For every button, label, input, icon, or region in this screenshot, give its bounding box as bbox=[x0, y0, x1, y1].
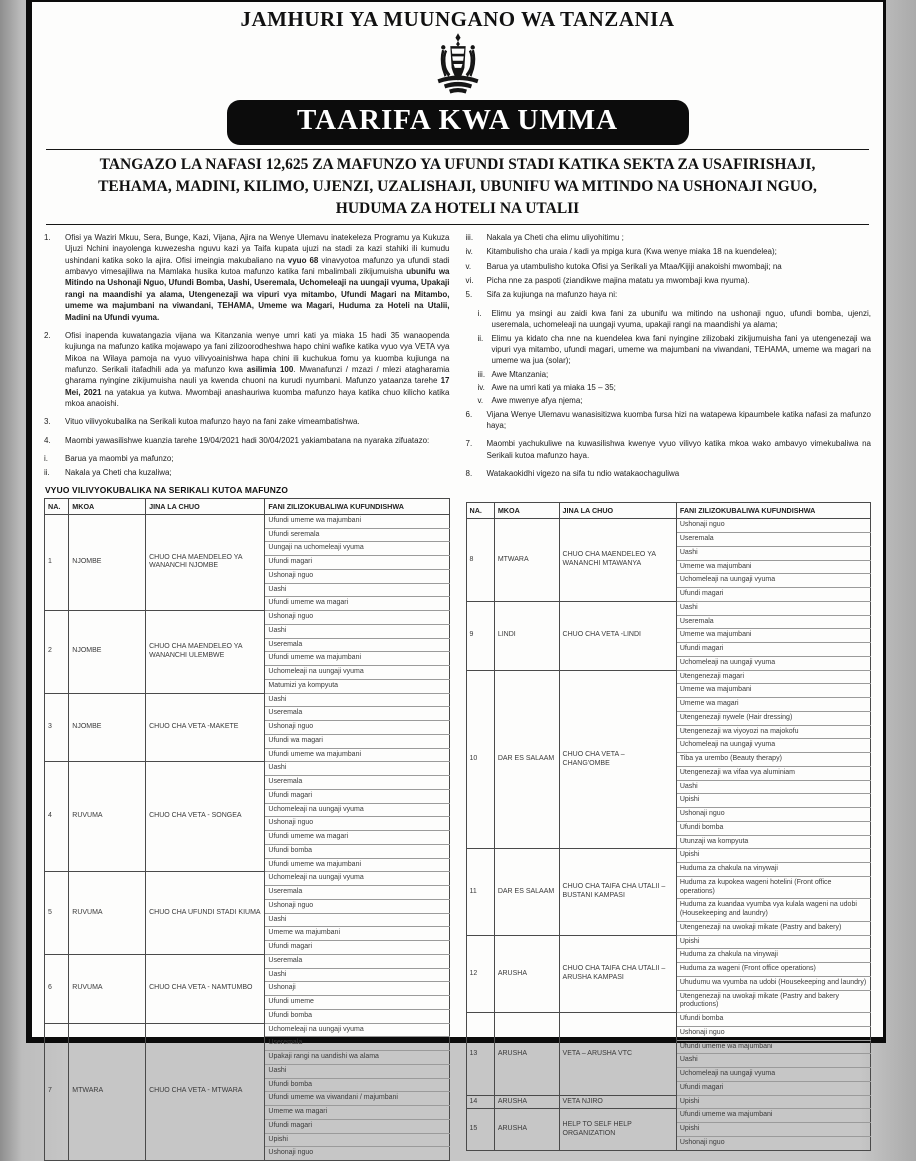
cell-fani: Uchomeleaji na uungaji vyuma bbox=[676, 574, 870, 588]
cell-na: 7 bbox=[45, 1023, 69, 1161]
cell-fani: Ufundi magari bbox=[265, 789, 449, 803]
cell-fani: Ufundi bomba bbox=[265, 1009, 449, 1023]
cell-fani: Useremala bbox=[265, 1037, 449, 1051]
text-segment: Nakala ya Cheti cha kuzaliwa; bbox=[65, 468, 172, 478]
public-notice-banner: TAARIFA KWA UMMA bbox=[227, 100, 689, 145]
cell-chuo: VETA NJIRO bbox=[559, 1095, 676, 1109]
table-title: VYUO VILIVYOKUBALIKA NA SERIKALI KUTOA MAFUNZO bbox=[45, 484, 289, 495]
cell-fani: Useremala bbox=[265, 776, 449, 790]
item-text bbox=[487, 289, 872, 300]
cell-fani: Uashi bbox=[265, 624, 449, 638]
cell-fani: Upishi bbox=[265, 1133, 449, 1147]
cell-fani: Ufundi magari bbox=[676, 588, 870, 602]
cell-fani: Uchomeleaji na uungaji vyuma bbox=[265, 1023, 449, 1037]
notice-item bbox=[44, 416, 450, 427]
cell-fani: Ufundi bomba bbox=[265, 844, 449, 858]
item-text bbox=[65, 232, 450, 323]
cell-fani: Useremala bbox=[676, 615, 870, 629]
text-segment: Maombi yachukuliwe na kuwasilishwa kwenye vyuo vilivyo katika mkoa wako ambavyo vimekubaliwa na Serikali kutoa mafunzo haya. bbox=[486, 439, 871, 460]
cell-fani: Matumizi ya kompyuta bbox=[265, 679, 449, 693]
cell-fani: Upishi bbox=[676, 794, 870, 808]
notice-item bbox=[44, 453, 450, 464]
item-text bbox=[487, 232, 872, 243]
subitem-number: iii. bbox=[477, 369, 486, 379]
column-header: FANI ZILIZOKUBALIWA KUFUNDISHWA bbox=[676, 503, 870, 519]
cell-fani: Huduma za wageni (Front office operations) bbox=[676, 963, 870, 977]
item-number: 6. bbox=[465, 409, 473, 419]
cell-chuo: CHUO CHA VETA - MTWARA bbox=[146, 1023, 265, 1161]
notice-subitem bbox=[478, 308, 872, 331]
cell-fani: Uashi bbox=[676, 780, 870, 794]
notice-item bbox=[466, 261, 872, 272]
cell-fani: Utengenezaji magari bbox=[676, 670, 870, 684]
notice-item bbox=[44, 330, 450, 410]
cell-fani: Huduma za chakula na vinywaji bbox=[676, 863, 870, 877]
item-text bbox=[487, 438, 872, 461]
cell-fani: Ushonaji nguo bbox=[676, 808, 870, 822]
subitem-text bbox=[492, 308, 872, 331]
item-text bbox=[487, 468, 872, 479]
notice-item bbox=[466, 232, 872, 243]
cell-fani: Uashi bbox=[676, 601, 870, 615]
cell-fani: Uashi bbox=[265, 762, 449, 776]
cell-fani: Ufundi umeme bbox=[265, 996, 449, 1010]
column-header: NA. bbox=[466, 503, 494, 519]
cell-mkoa: MTWARA bbox=[494, 519, 559, 602]
text-segment: Elimu ya kidato cha nne na kuendelea kwa fani nyingine zilizobaki zikijumuisha fani ya utengenezaji wa vipuri vya mitambo, ufundi magari, umeme wa majumbani na viwandani, TEHAMA, umeme wa magari na umeme wa jua (solar); bbox=[491, 333, 871, 366]
table-header-row bbox=[45, 498, 450, 514]
cell-fani: Ufundi magari bbox=[265, 556, 449, 570]
cell-fani: Upishi bbox=[676, 935, 870, 949]
cell-fani: Ufundi umeme wa majumbani bbox=[265, 858, 449, 872]
column-header: FANI ZILIZOKUBALIWA KUFUNDISHWA bbox=[265, 498, 449, 514]
cell-na: 15 bbox=[466, 1109, 494, 1150]
spacer bbox=[466, 486, 872, 502]
table-row bbox=[466, 935, 871, 949]
column-header: JINA LA CHUO bbox=[146, 498, 265, 514]
divider bbox=[46, 224, 869, 225]
table-row bbox=[466, 849, 871, 863]
text-segment: Ofisi ya Waziri Mkuu, Sera, Bunge, Kazi, Vijana, Ajira na Wenye Ulemavu inatekeleza Programu ya Kukuza Ujuzi Nchini inayolenga kuwezesha nguvu kazi ya Taifa kupata ujuzi na stadi za kazi stahiki ili kumudu ushindani katika soko la ajira. Ofisi imeingia makubaliano na bbox=[65, 233, 450, 265]
cell-fani: Ushonaji nguo bbox=[265, 569, 449, 583]
notice-item bbox=[44, 232, 450, 323]
cell-fani: Ushonaji nguo bbox=[265, 817, 449, 831]
cell-na: 5 bbox=[45, 872, 69, 955]
notice-item bbox=[466, 289, 872, 300]
column-header: JINA LA CHUO bbox=[559, 503, 676, 519]
cell-fani: Ufundi umeme wa majumbani bbox=[265, 652, 449, 666]
table-row bbox=[45, 611, 450, 625]
table-row bbox=[45, 1023, 450, 1037]
item-number: iii. bbox=[465, 233, 474, 242]
cell-fani: Uchomeleaji na uungaji vyuma bbox=[265, 872, 449, 886]
text-segment: na yatakua ya kutwa. Mwombaji anashauriwa kuomba mafunzo haya katika chuo kilicho katika mkoa anaoishi. bbox=[65, 387, 450, 409]
cell-fani: Uashi bbox=[265, 913, 449, 927]
cell-fani: Upishi bbox=[676, 1095, 870, 1109]
cell-chuo: CHUO CHA VETA -LINDI bbox=[559, 601, 676, 670]
emblem-wrap bbox=[44, 33, 871, 100]
cell-fani: Ufundi umeme wa viwandani / majumbani bbox=[265, 1092, 449, 1106]
cell-na: 4 bbox=[45, 762, 69, 872]
cell-fani: Ufundi magari bbox=[265, 941, 449, 955]
cell-fani: Umeme wa magari bbox=[265, 1106, 449, 1120]
cell-fani: Umeme wa majumbani bbox=[676, 684, 870, 698]
cell-fani: Uashi bbox=[676, 1054, 870, 1068]
text-segment: Maombi yawasilishwe kuanzia tarehe 19/04/2021 hadi 30/04/2021 yakiambatana na nyaraka zifuatazo: bbox=[65, 435, 430, 445]
item-number: 1. bbox=[44, 233, 51, 242]
cell-fani: Uchomeleaji na uungaji vyuma bbox=[676, 739, 870, 753]
cell-mkoa: NJOMBE bbox=[69, 514, 146, 610]
table-row bbox=[466, 1109, 871, 1123]
coat-of-arms-icon bbox=[426, 33, 490, 95]
column-header: MKOA bbox=[69, 498, 146, 514]
item-number: 4. bbox=[44, 435, 51, 445]
cell-fani: Uashi bbox=[265, 968, 449, 982]
notice-subitem bbox=[478, 333, 872, 367]
text-segment: Awe mwenye afya njema; bbox=[491, 396, 583, 406]
cell-chuo: HELP TO SELF HELP ORGANIZATION bbox=[559, 1109, 676, 1150]
cell-fani: Umeme wa majumbani bbox=[265, 927, 449, 941]
cell-fani: Ufundi umeme wa majumbani bbox=[265, 514, 449, 528]
cell-chuo: CHUO CHA MAENDELEO YA WANANCHI NJOMBE bbox=[146, 514, 265, 610]
cell-mkoa: ARUSHA bbox=[494, 1109, 559, 1150]
cell-fani: Uashi bbox=[676, 546, 870, 560]
item-number: iv. bbox=[465, 247, 473, 257]
cell-fani: Ufundi bomba bbox=[676, 821, 870, 835]
cell-mkoa: ARUSHA bbox=[494, 935, 559, 1013]
item-number: 5. bbox=[465, 290, 473, 300]
text-segment: Nakala ya Cheti cha elimu uliyohitimu ; bbox=[486, 233, 624, 242]
item-number: 3. bbox=[44, 417, 51, 427]
cell-fani: Huduma za kupokea wageni hotelini (Front office operations) bbox=[676, 876, 870, 899]
item-text bbox=[65, 453, 450, 464]
cell-fani: Utengenezaji na uwokaji mikate (Pastry and bakery) bbox=[676, 921, 870, 935]
cell-mkoa: RUVUMA bbox=[69, 762, 146, 872]
colleges-table-left bbox=[44, 498, 450, 1161]
subitem-text bbox=[492, 395, 872, 406]
subitem-text bbox=[492, 333, 872, 367]
cell-fani: Useremala bbox=[265, 954, 449, 968]
cell-fani: Umeme wa majumbani bbox=[676, 560, 870, 574]
cell-fani: Uashi bbox=[265, 583, 449, 597]
two-column-body bbox=[44, 232, 871, 1161]
cell-fani: Ufundi bomba bbox=[265, 1078, 449, 1092]
text-segment: Awe Mtanzania; bbox=[491, 369, 549, 379]
cell-fani: Utengenezaji wa vifaa vya aluminiam bbox=[676, 766, 870, 780]
cell-fani: Ufundi bomba bbox=[676, 1013, 870, 1027]
item-text bbox=[65, 330, 450, 410]
cell-chuo: VETA – ARUSHA VTC bbox=[559, 1013, 676, 1096]
notice-subitem bbox=[478, 382, 872, 393]
notice-subitem bbox=[478, 395, 872, 406]
text-segment: Barua ya utambulisho kutoka Ofisi ya Serikali ya Mtaa/Kijiji anakoishi mwombaji; na bbox=[486, 261, 782, 271]
cell-na: 9 bbox=[466, 601, 494, 670]
text-segment: asilimia 100 bbox=[246, 364, 294, 374]
item-number: 2. bbox=[44, 330, 51, 340]
text-segment: Awe na umri kati ya miaka 15 – 35; bbox=[491, 382, 616, 392]
cell-chuo: CHUO CHA VETA - NAMTUMBO bbox=[146, 954, 265, 1023]
item-text bbox=[487, 275, 872, 286]
cell-chuo: CHUO CHA VETA – CHANG'OMBE bbox=[559, 670, 676, 849]
cell-mkoa: MTWARA bbox=[69, 1023, 146, 1161]
subitem-number: i. bbox=[477, 308, 482, 318]
cell-na: 6 bbox=[45, 954, 69, 1023]
cell-fani: Ufundi magari bbox=[676, 643, 870, 657]
cell-mkoa: DAR ES SALAAM bbox=[494, 670, 559, 849]
table-row bbox=[466, 1095, 871, 1109]
cell-fani: Useremala bbox=[265, 707, 449, 721]
cell-fani: Upishi bbox=[676, 849, 870, 863]
cell-fani: Ufundi wa magari bbox=[265, 734, 449, 748]
subitem-number: v. bbox=[477, 396, 484, 406]
cell-fani: Ushonaji nguo bbox=[676, 519, 870, 533]
text-segment: Sifa za kujiunga na mafunzo haya ni: bbox=[486, 290, 618, 300]
text-segment: Vijana Wenye Ulemavu wanasisitizwa kuomba fursa hizi na watapewa kipaumbele katika nafasi za mafunzo haya; bbox=[486, 409, 871, 431]
cell-fani: Umeme wa majumbani bbox=[676, 629, 870, 643]
cell-fani: Uchomeleaji na uungaji vyuma bbox=[676, 1068, 870, 1082]
text-segment: vyuo 68 bbox=[287, 255, 319, 265]
cell-mkoa: DAR ES SALAAM bbox=[494, 849, 559, 935]
right-column bbox=[466, 232, 872, 1161]
cell-mkoa: ARUSHA bbox=[494, 1095, 559, 1109]
cell-fani: Useremala bbox=[265, 638, 449, 652]
cell-chuo: CHUO CHA VETA -MAKETE bbox=[146, 693, 265, 762]
table-row bbox=[466, 519, 871, 533]
item-text bbox=[487, 261, 872, 272]
cell-na: 8 bbox=[466, 519, 494, 602]
republic-title: JAMHURI YA MUUNGANO WA TANZANIA bbox=[240, 7, 675, 31]
cell-na: 13 bbox=[466, 1013, 494, 1096]
column-header: NA. bbox=[45, 498, 69, 514]
cell-na: 2 bbox=[45, 611, 69, 694]
cell-fani: Uchomeleaji na uungaji vyuma bbox=[676, 656, 870, 670]
colleges-table-right bbox=[466, 502, 872, 1150]
text-segment: Watakaokidhi vigezo na sifa tu ndio watakaochaguliwa bbox=[486, 469, 680, 479]
cell-mkoa: ARUSHA bbox=[494, 1013, 559, 1096]
cell-chuo: CHUO CHA MAENDELEO YA WANANCHI ULEMBWE bbox=[146, 611, 265, 694]
text-segment: Kitambulisho cha uraia / kadi ya mpiga kura (Kwa wenye miaka 18 na kuendelea); bbox=[486, 247, 777, 257]
cell-chuo: CHUO CHA VETA - SONGEA bbox=[146, 762, 265, 872]
item-number: 7. bbox=[465, 439, 473, 449]
cell-fani: Ushonaji nguo bbox=[265, 1147, 449, 1161]
notice-item bbox=[466, 468, 872, 479]
notice-item bbox=[466, 438, 872, 461]
cell-fani: Upishi bbox=[676, 1123, 870, 1137]
subitem-number: iv. bbox=[477, 382, 485, 392]
cell-fani: Huduma za chakula na vinywaji bbox=[676, 949, 870, 963]
notice-page bbox=[26, 0, 886, 1157]
text-segment: 17 Mei, 2021 bbox=[65, 376, 450, 397]
item-text bbox=[487, 409, 872, 432]
item-number: v. bbox=[465, 261, 472, 271]
notice-item bbox=[44, 467, 450, 478]
cell-fani: Useremala bbox=[265, 886, 449, 900]
text-segment: Barua ya maombi ya mafunzo; bbox=[65, 454, 174, 464]
text-segment: ubunifu wa Mitindo na Ushonaji Nguo, Ufundi Bomba, Uashi, Useremala, Uchomeleaji na uungaji vyuma, Upakaji rangi na maandishi ya alama, Utengenezaji wa vipuri vya mitambo, Ufundi Magari na Mitambo, umeme wa majumbani na viwandani, TEHAMA, Umeme wa Magari, Huduma za Hoteli na Utalii, Madini na Ufundi vyuma. bbox=[65, 267, 450, 322]
cell-fani: Ufundi umeme wa magari bbox=[265, 831, 449, 845]
cell-chuo: CHUO CHA UFUNDI STADI KIUMA bbox=[146, 872, 265, 955]
item-text bbox=[65, 435, 450, 446]
item-text bbox=[65, 416, 450, 427]
item-text bbox=[487, 246, 872, 257]
cell-na: 12 bbox=[466, 935, 494, 1013]
cell-mkoa: RUVUMA bbox=[69, 954, 146, 1023]
cell-fani: Useremala bbox=[676, 533, 870, 547]
cell-fani: Uungaji na uchomeleaji vyuma bbox=[265, 542, 449, 556]
cell-fani: Umeme wa magari bbox=[676, 698, 870, 712]
cell-fani: Huduma za kuandaa vyumba vya kulala wageni na udobi (Housekeeping and laundry) bbox=[676, 899, 870, 922]
cell-fani: Ufundi umeme wa magari bbox=[265, 597, 449, 611]
cell-na: 1 bbox=[45, 514, 69, 610]
item-text bbox=[65, 467, 450, 478]
text-segment: Elimu ya msingi au zaidi kwa fani za ubunifu wa mitindo na ushonaji nguo, ufundi bomba, ujenzi, useremala, uchomeleaji na uungaji vyuma, upakaji rangi na maandishi ya alama; bbox=[491, 308, 871, 330]
cell-fani: Tiba ya urembo (Beauty therapy) bbox=[676, 753, 870, 767]
cell-chuo: CHUO CHA TAIFA CHA UTALII – ARUSHA KAMPASI bbox=[559, 935, 676, 1013]
cell-fani: Utengenezaji nywele (Hair dressing) bbox=[676, 711, 870, 725]
table-row bbox=[466, 670, 871, 684]
table-row bbox=[45, 872, 450, 886]
announcement-title: TANGAZO LA NAFASI 12,625 ZA MAFUNZO YA UFUNDI STADI KATIKA SEKTA ZA USAFIRISHAJI, TEHAMA, MADINI, KILIMO, UJENZI, UZALISHAJI, UBUNIFU WA MITINDO NA USHONAJI NGUO, HUDUMA ZA HOTELI NA UTALII bbox=[98, 156, 817, 217]
cell-fani: Ufundi umeme wa majumbani bbox=[676, 1109, 870, 1123]
cell-chuo: CHUO CHA MAENDELEO YA WANANCHI MTAWANYA bbox=[559, 519, 676, 602]
cell-fani: Upakaji rangi na uandishi wa alama bbox=[265, 1051, 449, 1065]
divider bbox=[46, 149, 869, 150]
cell-na: 3 bbox=[45, 693, 69, 762]
table-row bbox=[45, 954, 450, 968]
text-segment: Vituo vilivyokubalika na Serikali kutoa mafunzo hayo na fani zake vimeambatishwa. bbox=[65, 417, 360, 427]
cell-fani: Ushonaji nguo bbox=[676, 1026, 870, 1040]
cell-na: 10 bbox=[466, 670, 494, 849]
cell-mkoa: LINDI bbox=[494, 601, 559, 670]
cell-mkoa: NJOMBE bbox=[69, 611, 146, 694]
cell-na: 14 bbox=[466, 1095, 494, 1109]
cell-fani: Utunzaji wa kompyuta bbox=[676, 835, 870, 849]
subitem-text bbox=[492, 369, 872, 380]
item-number: vi. bbox=[465, 276, 474, 286]
table-row bbox=[466, 1013, 871, 1027]
notice-item bbox=[466, 246, 872, 257]
table-row bbox=[45, 762, 450, 776]
cell-fani: Ushonaji bbox=[265, 982, 449, 996]
table-header-row bbox=[466, 503, 871, 519]
table-row bbox=[45, 693, 450, 707]
notice-subitem bbox=[478, 369, 872, 380]
text-segment: Picha nne za paspoti (ziandikwe majina matatu ya mwombaji kwa nyuma). bbox=[486, 276, 750, 286]
left-notice-items bbox=[44, 232, 450, 479]
cell-fani: Uashi bbox=[265, 693, 449, 707]
cell-mkoa: NJOMBE bbox=[69, 693, 146, 762]
text-segment: . Mwanafunzi / mzazi / mlezi atagharamia gharama nyingine zikijumuisha nauli ya kwenda chuoni na kurudi nyumbani. Mafunzo yataanza tarehe bbox=[65, 364, 450, 386]
table-row bbox=[466, 601, 871, 615]
item-number: ii. bbox=[44, 468, 50, 478]
cell-fani: Ushonaji nguo bbox=[265, 721, 449, 735]
cell-fani: Ushonaji nguo bbox=[265, 899, 449, 913]
cell-fani: Uchomeleaji na uungaji vyuma bbox=[265, 666, 449, 680]
cell-fani: Ufundi seremala bbox=[265, 528, 449, 542]
text-segment: vinavyotoa mafunzo ya ufundi stadi ambavyo vimesajiliwa na Mamlaka husika kutoa mafunzo katika fani mbalimbali zikijumuisha bbox=[65, 255, 450, 277]
cell-fani: Ushonaji nguo bbox=[676, 1136, 870, 1150]
item-number: i. bbox=[44, 454, 48, 464]
cell-fani: Utengenezaji wa viyoyozi na majokofu bbox=[676, 725, 870, 739]
notice-item bbox=[466, 409, 872, 432]
notice-item bbox=[44, 435, 450, 446]
cell-fani: Ufundi umeme wa majumbani bbox=[265, 748, 449, 762]
cell-fani: Uhudumu wa vyumba na udobi (Housekeeping and laundry) bbox=[676, 976, 870, 990]
cell-fani: Uashi bbox=[265, 1064, 449, 1078]
cell-chuo: CHUO CHA TAIFA CHA UTALII – BUSTANI KAMPASI bbox=[559, 849, 676, 935]
cell-fani: Ufundi umeme wa majumbani bbox=[676, 1040, 870, 1054]
cell-fani: Uchomeleaji na uungaji vyuma bbox=[265, 803, 449, 817]
cell-na: 11 bbox=[466, 849, 494, 935]
right-notice-items bbox=[466, 232, 872, 479]
cell-fani: Utengenezaji na uwokaji mikate (Pastry and bakery productions) bbox=[676, 990, 870, 1013]
left-column bbox=[44, 232, 450, 1161]
table-row bbox=[45, 514, 450, 528]
cell-fani: Ushonaji nguo bbox=[265, 611, 449, 625]
text-segment: Ofisi inapenda kuwatangazia vijana wa Kitanzania wenye umri kati ya miaka 15 hadi 35 wanaopenda kujiunga na mafunzo katika mojawapo ya fani zilizoorodheshwa hapo chini wafike katika vyuo vya VETA vya Mikoa na Wilaya pamoja na vyuo vilivyoainishwa hapa chini ili kuchukua fomu ya kuomba kujiunga na mafunzo. Serikali itafadhili ada ya mafunzo kwa bbox=[65, 330, 450, 374]
item-number: 8. bbox=[465, 469, 473, 479]
notice-item bbox=[466, 275, 872, 286]
subitem-text bbox=[492, 382, 872, 393]
subitem-number: ii. bbox=[477, 333, 484, 343]
cell-fani: Ufundi magari bbox=[265, 1119, 449, 1133]
cell-fani: Ufundi magari bbox=[676, 1081, 870, 1095]
column-header: MKOA bbox=[494, 503, 559, 519]
cell-mkoa: RUVUMA bbox=[69, 872, 146, 955]
